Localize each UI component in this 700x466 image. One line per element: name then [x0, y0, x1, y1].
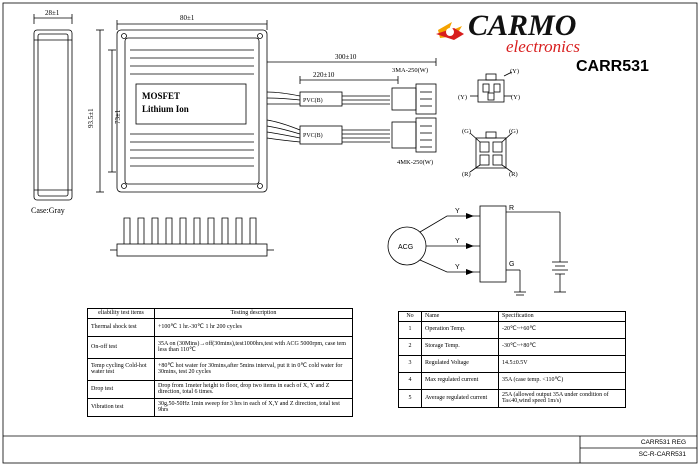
terminal-g-label: G: [509, 261, 515, 268]
table-cell: Average regulated current: [422, 389, 499, 407]
table-cell: Regulated Voltage: [422, 355, 499, 372]
cable2-label: PVC(B): [303, 133, 323, 139]
table-row: [399, 355, 626, 372]
connector1-label: 3MA-250(W): [392, 67, 429, 74]
connector-3pin: [392, 84, 436, 114]
dim-front-width: 80±1: [180, 14, 195, 22]
module-label-line2: Lithium Ion: [142, 104, 189, 114]
dim-cable-short: 220±10: [313, 71, 335, 79]
connector2-label: 4MK-250(W): [397, 159, 434, 166]
footer-title: CARR531 REG: [640, 439, 686, 446]
table-header: Testing description: [155, 309, 353, 319]
table-cell: 2: [399, 338, 422, 355]
table-cell: +80℃ hot water for 30mins,after 5mins interval, put it in 0℃ cold water for 30mins, test 20 cycles: [155, 358, 353, 380]
acg-label: ACG: [398, 244, 414, 251]
pin-y-right: (Y): [511, 94, 521, 101]
pin-r-right: (R): [509, 171, 518, 178]
table-row: [399, 372, 626, 389]
phase-label-3: Y: [455, 264, 460, 271]
table-cell: -30℃~+80℃: [499, 338, 626, 355]
cable1-label: PVC(B): [303, 98, 323, 104]
table-cell: Vibration test: [88, 398, 155, 416]
table-cell: 4: [399, 372, 422, 389]
table-cell: Max regulated current: [422, 372, 499, 389]
table-row: [88, 380, 353, 398]
dim-side-width: 28±1: [45, 9, 60, 17]
module-label-line1: MOSFET: [142, 91, 181, 101]
connector-face-3pin: [470, 72, 512, 102]
logo-subtitle: electronics: [506, 37, 580, 56]
table-row: [399, 338, 626, 355]
footer-drawing-number: SC-R-CARR531: [638, 451, 686, 458]
dim-cable-long: 300±10: [335, 53, 357, 61]
logo-wordmark: CARMO: [468, 9, 577, 42]
table-cell: Thermal shock test: [88, 318, 155, 336]
table-header: No: [399, 312, 422, 322]
table-cell: 25A (allowed output 35A under condition of Ta≤40,wind speed 1m/s): [499, 389, 626, 407]
terminal-r-label: R: [509, 205, 515, 212]
carmo-logo: [434, 4, 696, 60]
case-color-label: Case:Gray: [31, 206, 65, 215]
pin-y-top: (Y): [510, 68, 520, 75]
heatsink-view: [110, 218, 274, 256]
table-cell: 3: [399, 355, 422, 372]
pin-g-left: (G): [462, 128, 472, 135]
table-cell: 1: [399, 321, 422, 338]
table-header: Specification: [499, 312, 626, 322]
reliability-test-table: [87, 308, 353, 417]
table-cell: +100℃ 1 hr.-30℃ 1 hr 200 cycles: [155, 318, 353, 336]
model-number: CARR531: [576, 58, 649, 75]
table-row: [88, 318, 353, 336]
connector-face-4pin: [470, 132, 512, 172]
table-row: [399, 389, 626, 407]
phase-label-1: Y: [455, 208, 460, 215]
table-cell: 35A on (30Mins)→off(30mins),test1000hrs,test with ACG 5000rpm, case tem less than 110℃: [155, 336, 353, 358]
pin-g-right: (G): [509, 128, 519, 135]
table-cell: On-off test: [88, 336, 155, 358]
dim-height-inner: 73±1: [114, 109, 122, 124]
dim-height-outer: 93.5±1: [87, 108, 95, 128]
table-cell: Storage Temp.: [422, 338, 499, 355]
table-cell: 14.5±0.5V: [499, 355, 626, 372]
table-cell: 35A (case temp. <110℃): [499, 372, 626, 389]
table-cell: -20℃~+60℃: [499, 321, 626, 338]
table-row: [88, 398, 353, 416]
pin-r-left: (R): [462, 171, 471, 178]
circuit-diodes: [466, 213, 474, 275]
table-header: eliability test items: [88, 309, 155, 319]
connector-4pin: [392, 118, 436, 152]
specification-table: [398, 311, 626, 408]
pin-y-left: (Y): [458, 94, 468, 101]
table-row: [88, 358, 353, 380]
table-cell: Operation Temp.: [422, 321, 499, 338]
table-cell: 5: [399, 389, 422, 407]
table-cell: Drop test: [88, 380, 155, 398]
phase-label-2: Y: [455, 238, 460, 245]
table-row: [399, 321, 626, 338]
table-row: [88, 336, 353, 358]
wiring-circuit: [388, 206, 568, 295]
side-view: [34, 14, 72, 200]
table-header: Name: [422, 312, 499, 322]
table-cell: 30g,50-50Hz 1min sweep for 3 hrs in each of X,Y and Z direction, total test 9hrs: [155, 398, 353, 416]
table-cell: Drop from 1meter height to floor, drop two items in each of X, Y and Z direction, total 6 times.: [155, 380, 353, 398]
table-cell: Temp cycling Cold-hot water test: [88, 358, 155, 380]
